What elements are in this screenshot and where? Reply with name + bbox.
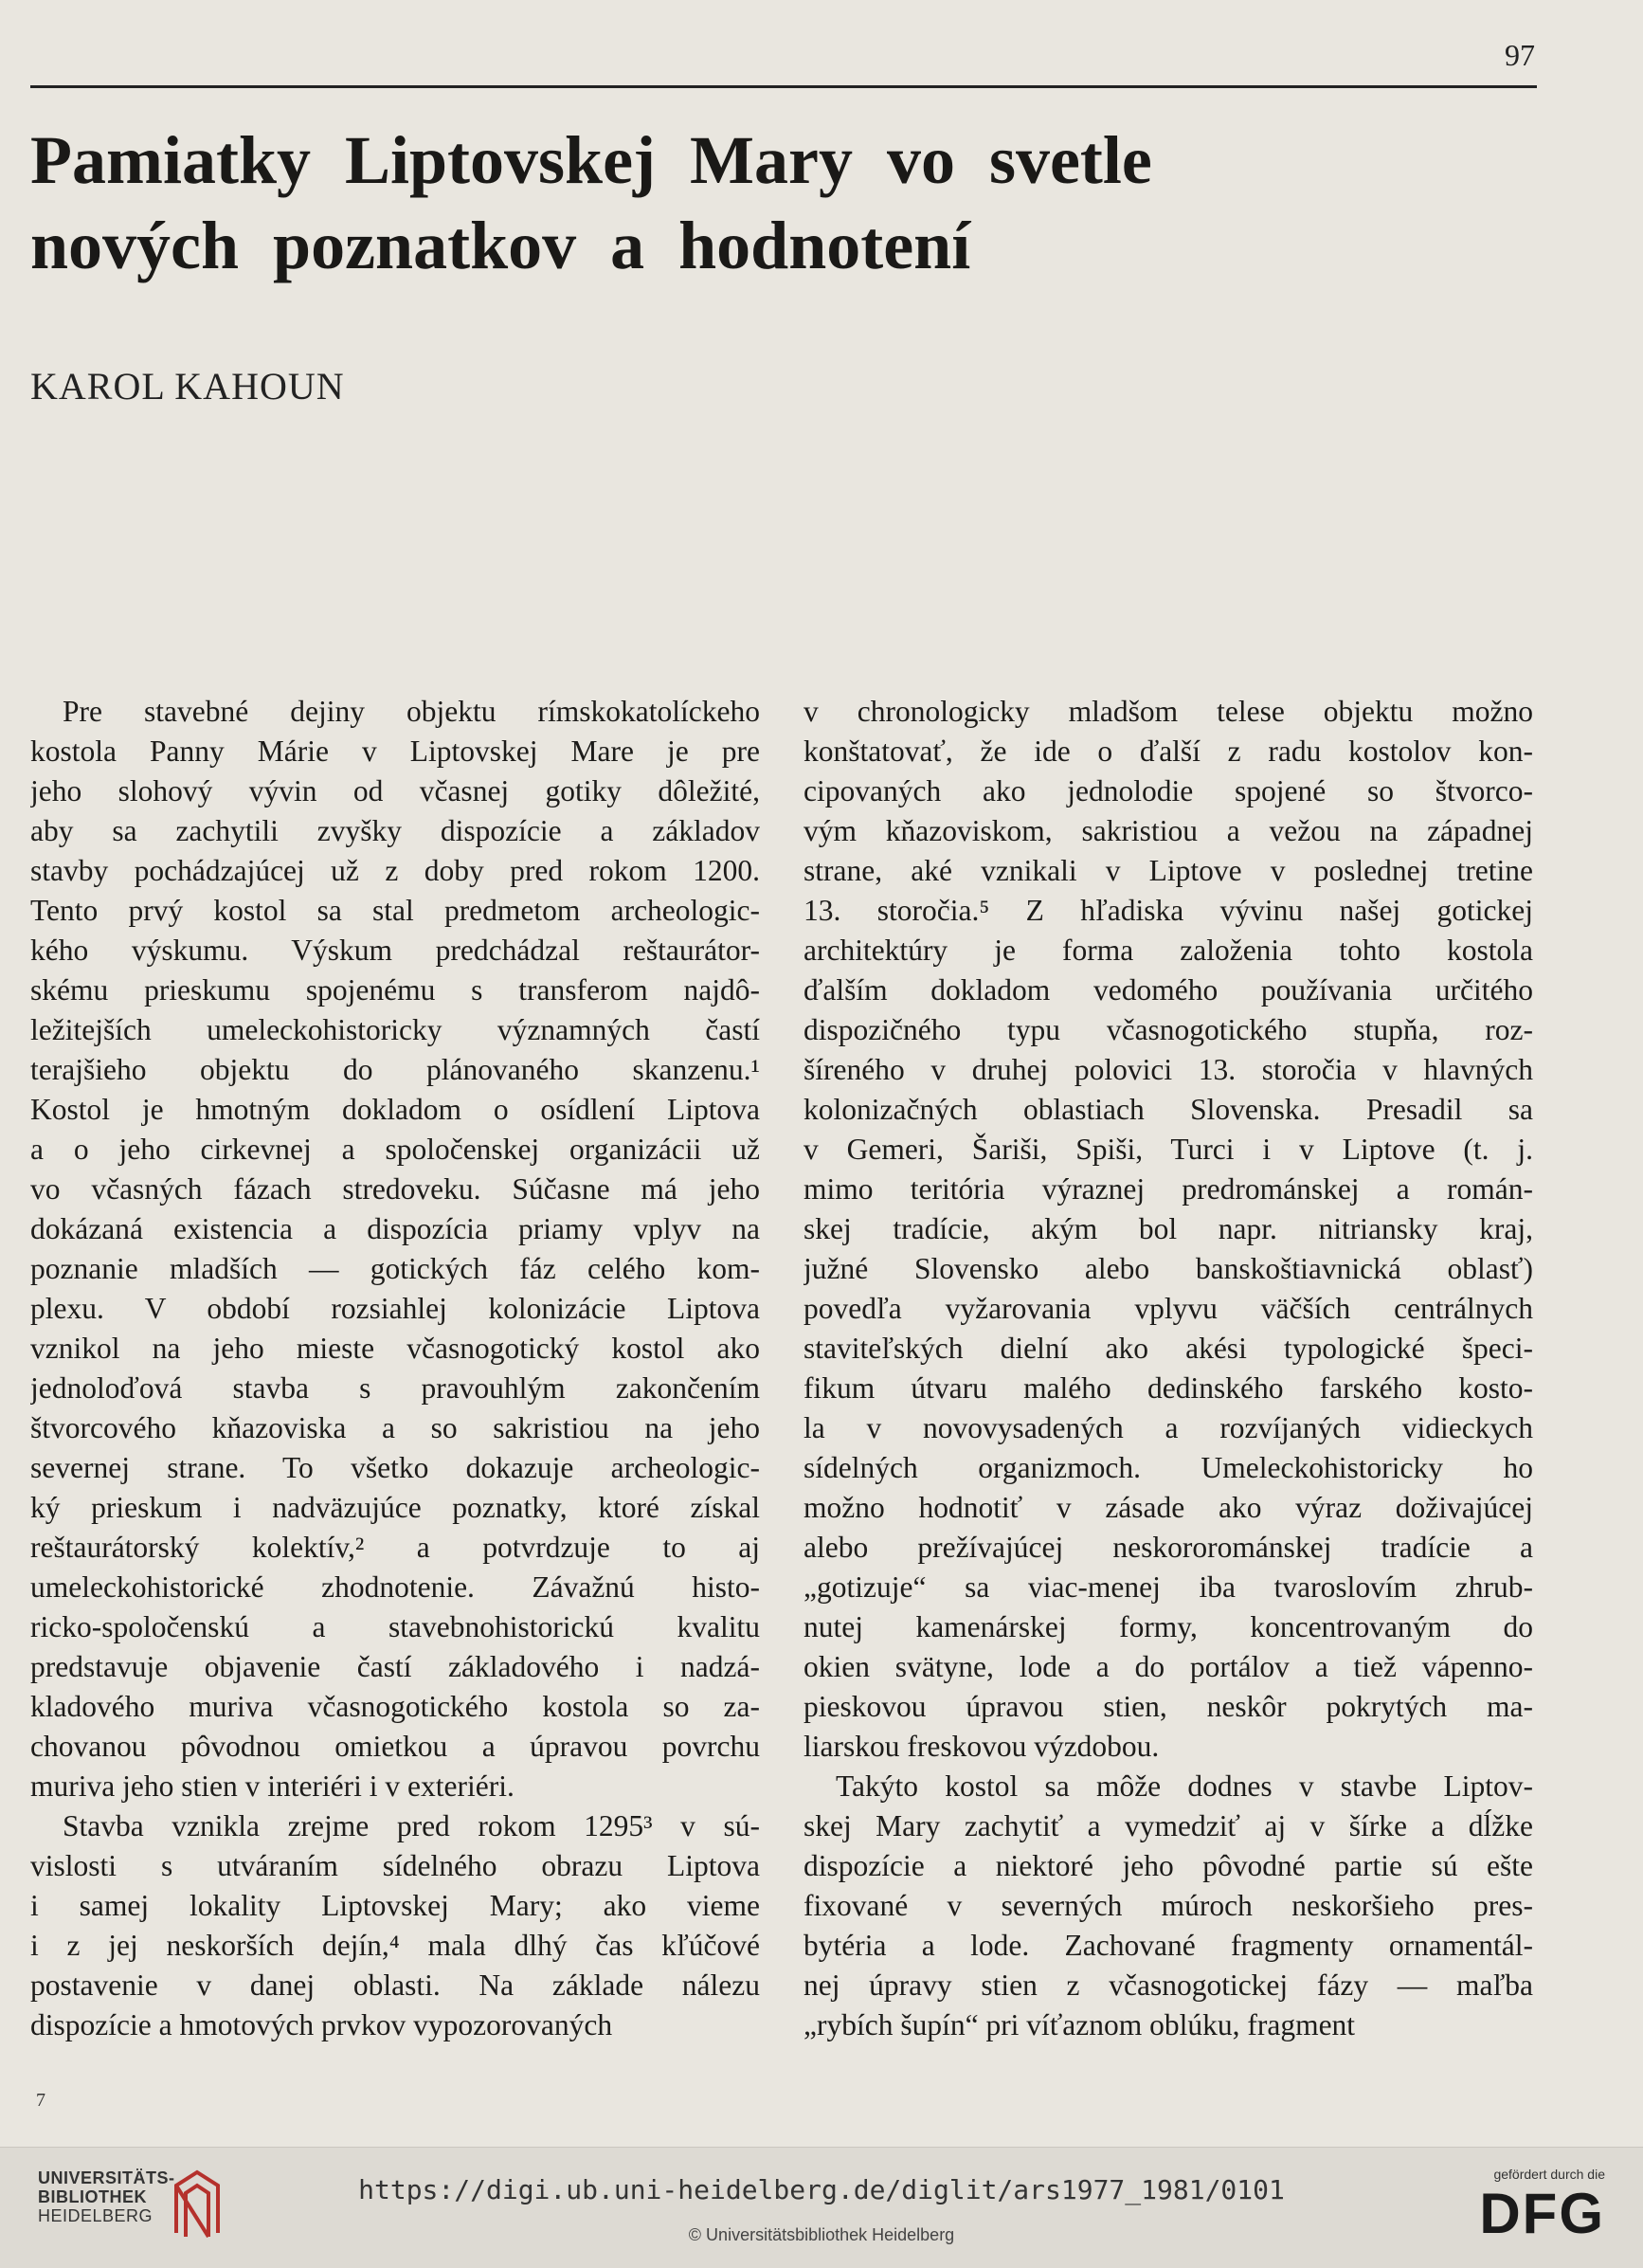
left-column-line: a o jeho cirkevnej a spoločenskej organizácii už (30, 1133, 760, 1166)
funding-note: gefördert durch die (1493, 2167, 1605, 2182)
left-column-line: vo včasných fázach stredoveku. Súčasne má jeho (30, 1172, 760, 1206)
left-column-line: jeho slohový vývin od včasnej gotiky dôležité, (30, 774, 760, 807)
article-author: KAROL KAHOUN (30, 365, 345, 408)
title-line-2: nových poznatkov a hodnotení (30, 208, 971, 283)
dfg-logo[interactable] (1444, 2167, 1605, 2245)
left-column-line: aby sa zachytili zvyšky dispozície a základov (30, 814, 760, 847)
left-column-line: skému prieskumu spojenému s transferom najdô- (30, 973, 760, 1007)
left-column-line: chovanou pôvodnou omietkou a úpravou povrchu (30, 1730, 760, 1763)
right-column-line: la v novovysadených a rozvíjaných vidieckych (803, 1411, 1533, 1444)
right-column-line: dispozície a niektoré jeho pôvodné partie sú ešte (803, 1849, 1533, 1882)
copyright-notice: © Universitätsbibliothek Heidelberg (688, 2225, 955, 2244)
right-column-line: povedľa vyžarovania vplyvu väčších centrálnych (803, 1292, 1533, 1325)
left-column-line: vznikol na jeho mieste včasnogotický kostol ako (30, 1332, 760, 1365)
right-column-line: bytéria a lode. Zachované fragmenty ornamentál- (803, 1929, 1533, 1962)
left-column-line: Kostol je hmotným dokladom o osídlení Liptova (30, 1093, 760, 1126)
right-column-line: pieskovou úpravou stien, neskôr pokrytých ma- (803, 1690, 1533, 1723)
left-column-line: Stavba vznikla zrejme pred rokom 1295³ v sú- (63, 1809, 760, 1842)
right-column-line: 13. storočia.⁵ Z hľadiska vývinu našej gotickej (803, 894, 1533, 927)
document-url-link[interactable]: https://digi.ub.uni-heidelberg.de/diglit/ars1977_1981/0101 (358, 2174, 1285, 2205)
left-column-line: Tento prvý kostol sa stal predmetom archeologic- (30, 894, 760, 927)
header-rule (30, 85, 1537, 88)
left-column-line: reštaurátorský kolektív,² a potvrdzuje to aj (30, 1531, 760, 1564)
right-column-line: mimo teritória výraznej predrománskej a román- (803, 1172, 1533, 1206)
footnote-marker: 7 (36, 2090, 45, 2111)
left-column-line: predstavuje objavenie častí základového i nadzá- (30, 1650, 760, 1683)
right-column-line: nutej kamenárskej formy, koncentrovaným do (803, 1610, 1533, 1643)
funder-name: DFG (1479, 2182, 1605, 2245)
left-column-line: i z jej neskorších dejín,⁴ mala dlhý čas kľúčové (30, 1929, 760, 1962)
left-column-line: muriva jeho stien v interiéri i v exteriéri. (30, 1769, 515, 1803)
right-column-line: v chronologicky mladšom telese objektu možno (803, 695, 1533, 728)
right-column-line: strane, aké vznikali v Liptove v poslednej tretine (803, 854, 1533, 887)
viewer-footer (0, 2147, 1643, 2268)
left-column-line: terajšieho objektu do plánovaného skanzenu.¹ (30, 1053, 760, 1086)
text-column-right (803, 692, 1533, 2045)
left-column-line: umeleckohistorické zhodnotenie. Závažnú histo- (30, 1570, 760, 1604)
right-column-line: fixované v severných múroch neskoršieho pres- (803, 1889, 1533, 1922)
left-column-line: ricko-spoločenskú a stavebnohistorickú kvalitu (30, 1610, 760, 1643)
right-column-line: šíreného v druhej polovici 13. storočia v hlavných (803, 1053, 1533, 1086)
right-column-line: „gotizuje“ sa viac-menej iba tvaroslovím zhrub- (803, 1570, 1533, 1604)
title-line-1: Pamiatky Liptovskej Mary vo svetle (30, 122, 1152, 198)
left-column-line: plexu. V období rozsiahlej kolonizácie Liptova (30, 1292, 760, 1325)
right-column-line: kolonizačných oblastiach Slovenska. Presadil sa (803, 1093, 1533, 1126)
text-column-left (30, 692, 760, 2045)
left-column-line: jednoloďová stavba s pravouhlým zakončením (30, 1371, 760, 1405)
right-column-line: staviteľských dielní ako akési typologické špeci- (803, 1332, 1533, 1365)
left-column-line: ležitejších umeleckohistoricky významných častí (30, 1013, 760, 1046)
left-column-line: štvorcového kňazoviska a so sakristiou na jeho (30, 1411, 760, 1444)
right-column-line: „rybích šupín“ pri víťaznom oblúku, fragment (803, 2008, 1356, 2041)
left-column-line: kého výskumu. Výskum predchádzal reštaurátor- (30, 934, 760, 967)
left-column-line: dispozície a hmotových prvkov vypozorovaných (30, 2008, 613, 2041)
library-name-line-3: HEIDELBERG (38, 2206, 153, 2225)
right-column-line: skej tradície, akým bol napr. nitriansky kraj, (803, 1212, 1533, 1245)
right-column-line: okien svätyne, lode a do portálov a tiež vápenno- (803, 1650, 1533, 1683)
left-column-line: Pre stavebné dejiny objektu rímskokatolíckeho (63, 695, 760, 728)
right-column-line: architektúry je forma založenia tohto kostola (803, 934, 1533, 967)
left-column-line: i samej lokality Liptovskej Mary; ako vieme (30, 1889, 760, 1922)
right-column-line: konštatovať, že ide o ďalší z radu kostolov kon- (803, 735, 1533, 768)
right-column-line: ďalším dokladom vedomého používania určitého (803, 973, 1533, 1007)
right-column-line: južné Slovensko alebo banskoštiavnická oblasť) (803, 1252, 1533, 1285)
right-column-line: skej Mary zachytiť a vymedziť aj v šírke a dĺžke (803, 1809, 1533, 1842)
left-column-line: poznanie mladších — gotických fáz celého kom- (30, 1252, 760, 1285)
left-column-line: ký prieskum i nadväzujúce poznatky, ktoré získal (30, 1491, 760, 1524)
left-column-line: severnej strane. To všetko dokazuje archeologic- (30, 1451, 760, 1484)
left-column-line: kladového muriva včasnogotického kostola so za- (30, 1690, 760, 1723)
right-column-line: dispozičného typu včasnogotického stupňa, roz- (803, 1013, 1533, 1046)
right-column-line: v Gemeri, Šariši, Spiši, Turci i v Liptove (t. j. (803, 1133, 1533, 1166)
left-column-line: dokázaná existencia a dispozícia priamy vplyv na (30, 1212, 760, 1245)
right-column-line: možno hodnotiť v zásade ako výraz doživajúcej (803, 1491, 1533, 1524)
left-column-line: vislosti s utváraním sídelného obrazu Liptova (30, 1849, 760, 1882)
right-column-line: sídelných organizmoch. Umeleckohistoricky ho (803, 1451, 1533, 1484)
left-column-line: kostola Panny Márie v Liptovskej Mare je pre (30, 735, 760, 768)
right-column-line: nej úpravy stien z včasnogotickej fázy — maľba (803, 1969, 1533, 2002)
right-column-line: liarskou freskovou výzdobou. (803, 1730, 1160, 1763)
library-name-line-2: BIBLIOTHEK (38, 2187, 147, 2206)
article-title (30, 118, 1452, 288)
right-column-line: cipovaných ako jednolodie spojené so štvorco- (803, 774, 1533, 807)
right-column-line: vým kňazoviskom, sakristiou a vežou na západnej (803, 814, 1533, 847)
left-column-line: stavby pochádzajúcej už z doby pred rokom 1200. (30, 854, 760, 887)
right-column-line: Takýto kostol sa môže dodnes v stavbe Liptov- (836, 1769, 1533, 1803)
page-number: 97 (1505, 38, 1535, 72)
right-column-line: alebo prežívajúcej neskororománskej tradície a (803, 1531, 1533, 1564)
library-name-line-1: UNIVERSITÄTS- (38, 2168, 175, 2187)
right-column-line: fikum útvaru malého dedinského farského kosto- (803, 1371, 1533, 1405)
left-column-line: postavenie v danej oblasti. Na základe nálezu (30, 1969, 760, 2002)
